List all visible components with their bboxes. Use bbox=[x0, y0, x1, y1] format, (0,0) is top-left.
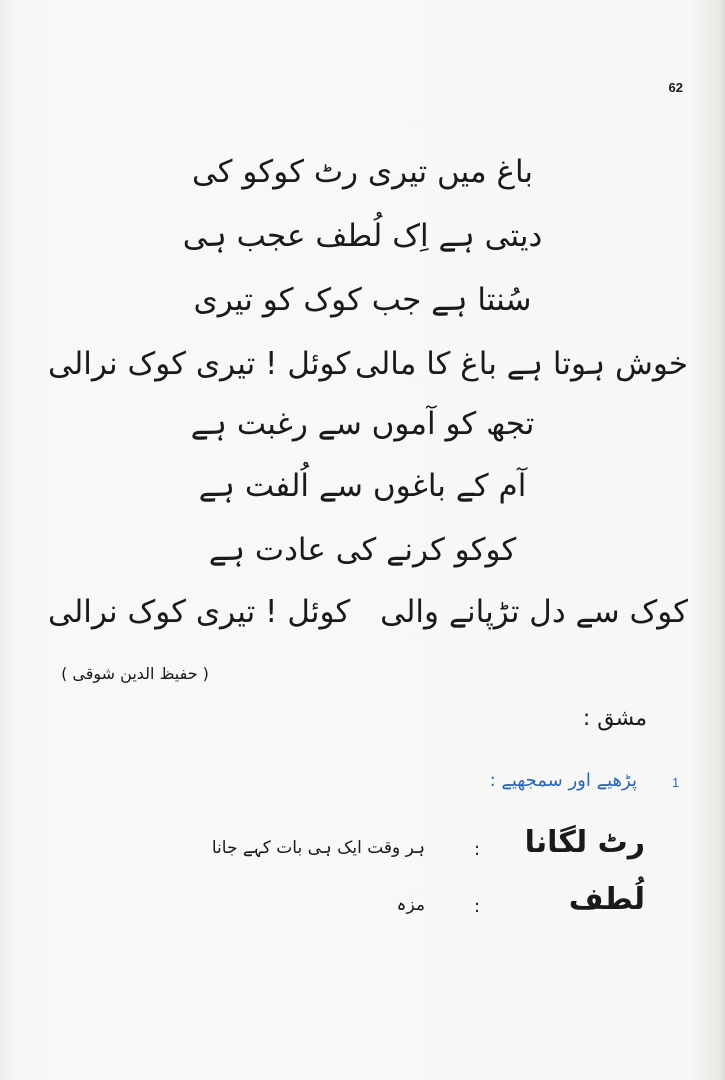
vocab-word: لُطف bbox=[568, 882, 645, 917]
vocab-row bbox=[0, 882, 725, 932]
poem-line-6: آم کے باغوں سے اُلفت ہے bbox=[198, 468, 527, 504]
vocab-meaning: مزہ bbox=[396, 895, 425, 915]
page-number: 62 bbox=[668, 80, 683, 95]
exercise-instruction: پڑھیے اور سمجھیے : bbox=[489, 770, 637, 791]
poem-line-1: باغ میں تیری رٹ کوکو کی bbox=[191, 154, 534, 190]
poem-line-8: کوک سے دل تڑپانے والی bbox=[380, 594, 688, 630]
poem-line-7: کوکو کرنے کی عادت ہے bbox=[208, 532, 517, 568]
vocab-separator: : bbox=[474, 896, 481, 917]
poem-line-4: خوش ہوتا ہے باغ کا مالی bbox=[355, 346, 688, 382]
vocab-meaning: ہر وقت ایک ہی بات کہے جانا bbox=[211, 838, 425, 858]
exercise-item-number: 1 bbox=[672, 775, 680, 790]
poem-line-refrain: کوئل ! تیری کوک نرالی bbox=[48, 346, 351, 382]
vocab-word: رٹ لگانا bbox=[524, 825, 645, 860]
poem-line-2: دیتی ہے اِک لُطف عجب ہی bbox=[182, 218, 543, 254]
poem-line-5: تجھ کو آموں سے رغبت ہے bbox=[190, 406, 535, 442]
poem-couplet-2 bbox=[48, 592, 688, 632]
poem-attribution: ( حفیظ الدین شوقی ) bbox=[61, 664, 209, 683]
poem-line-3: سُنتا ہے جب کوک کو تیری bbox=[193, 282, 532, 318]
vocab-separator: : bbox=[474, 839, 481, 860]
exercise-heading: مشق : bbox=[582, 706, 647, 731]
vocab-row bbox=[0, 825, 725, 875]
poem-line-refrain-2: کوئل ! تیری کوک نرالی bbox=[48, 594, 351, 630]
poem-couplet-1 bbox=[48, 344, 688, 384]
